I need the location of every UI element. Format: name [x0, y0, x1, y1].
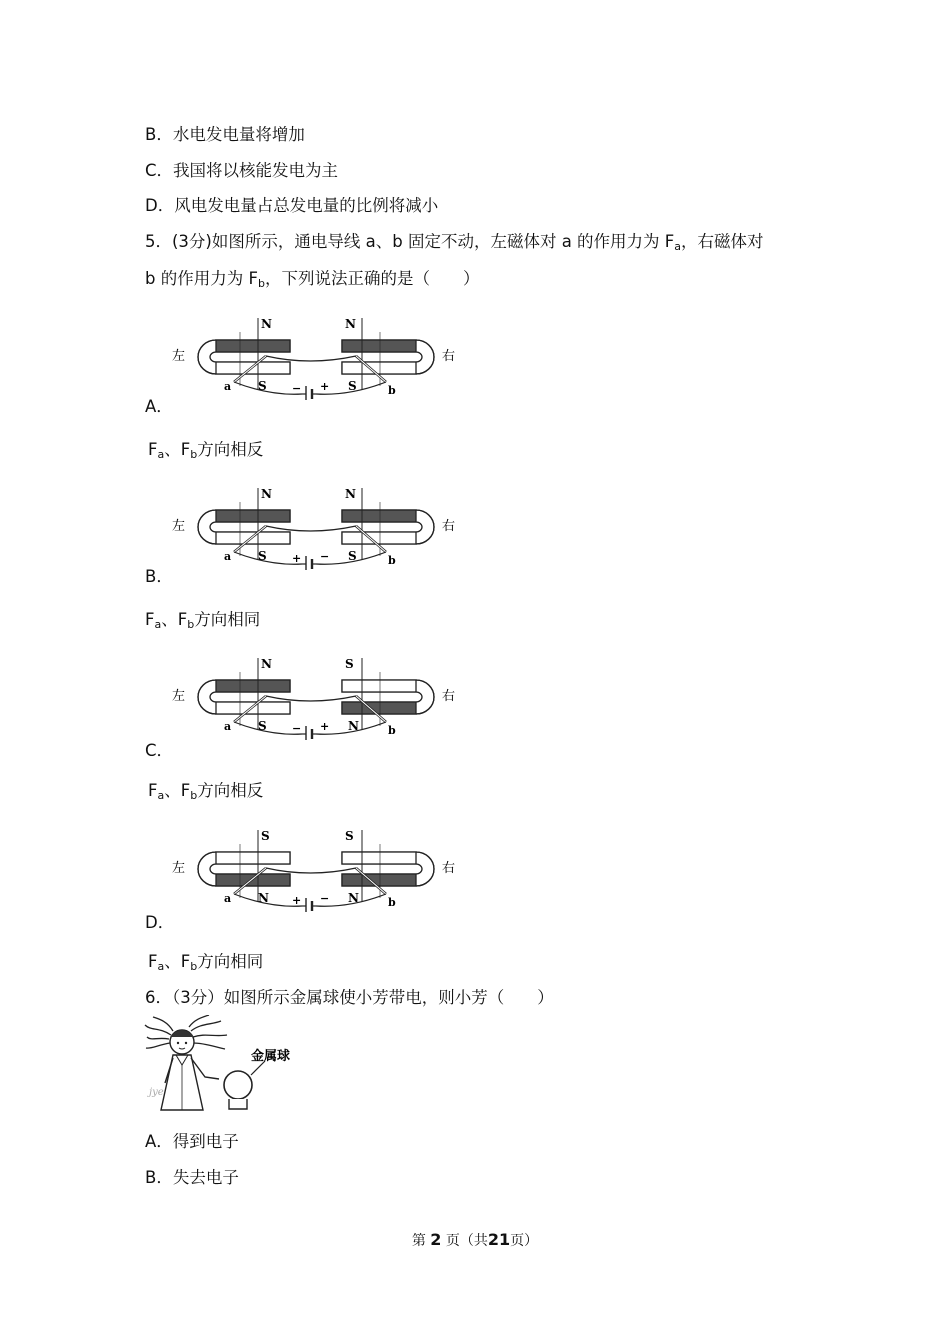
q5-option-letter: B． [145, 567, 173, 586]
wire-b-label: b [388, 384, 396, 397]
wire-b-label: b [388, 554, 396, 567]
left-label: 左 [172, 349, 186, 364]
battery-right-sign: + [320, 720, 330, 733]
q4-option-c: C．我国将以核能发电为主 [145, 161, 339, 180]
page-footer: 第 2 页（共21页） [411, 1230, 539, 1249]
pole-top-left: S [261, 829, 270, 843]
wire-a-label: a [224, 720, 232, 733]
magnet-circuit-diagram [170, 822, 460, 912]
battery-left-sign: + [292, 552, 302, 565]
right-label: 右 [442, 519, 456, 534]
q6-stem: 6．（3分）如图所示金属球使小芳带电，则小芳（ ） [145, 988, 554, 1007]
left-label: 左 [172, 861, 186, 876]
pole-top-right: N [345, 317, 356, 331]
girl-with-metal-ball-diagram [143, 1015, 303, 1115]
magnet-circuit-diagram [170, 480, 460, 570]
option-figure-d [170, 822, 460, 912]
metal-ball-label: 金属球 [251, 1049, 291, 1064]
q5-option-text: $F_a$、$F_b$方向相同 [145, 610, 261, 631]
pole-bottom-right: N [348, 891, 359, 905]
battery-left-sign: − [292, 722, 302, 735]
left-label: 左 [172, 689, 186, 704]
left-label: 左 [172, 519, 186, 534]
wire-a-label: a [224, 380, 232, 393]
q5-stem-line1: 5．(3分)如图所示，通电导线 a、b 固定不动，左磁体对 a 的作用力为 $F_a$，右磁体对 [145, 232, 764, 253]
wire-a-label: a [224, 892, 232, 905]
battery-right-sign: − [320, 550, 330, 563]
q5-option-letter: C． [145, 741, 174, 760]
battery-left-sign: − [292, 382, 302, 395]
total-pages: 21 [487, 1230, 511, 1249]
q4-option-b: B．水电发电量将增加 [145, 125, 305, 144]
magnet-circuit-diagram [170, 310, 460, 400]
right-label: 右 [442, 689, 456, 704]
q5-option-text: $F_a$、$F_b$方向相反 [148, 781, 264, 802]
pole-bottom-right: S [348, 549, 357, 563]
pole-top-right: N [345, 487, 356, 501]
battery-right-sign: + [320, 380, 330, 393]
battery-right-sign: − [320, 892, 330, 905]
pole-bottom-left: S [258, 379, 267, 393]
pole-top-right: S [345, 829, 354, 843]
pole-bottom-left: S [258, 549, 267, 563]
q5-option-letter: D． [145, 913, 175, 932]
q6-figure [143, 1015, 303, 1115]
right-label: 右 [442, 349, 456, 364]
option-figure-a [170, 310, 460, 400]
q5-option-text: $F_a$、$F_b$方向相同 [148, 952, 264, 973]
pole-top-left: N [261, 657, 272, 671]
magnet-circuit-diagram [170, 650, 460, 740]
pole-top-right: S [345, 657, 354, 671]
pole-top-left: N [261, 487, 272, 501]
wire-a-label: a [224, 550, 232, 563]
pole-top-left: N [261, 317, 272, 331]
option-figure-b [170, 480, 460, 570]
q6-option-b: B．失去电子 [145, 1168, 239, 1187]
page-number: 2 [430, 1230, 442, 1249]
q6-option-a: A．得到电子 [145, 1132, 239, 1151]
pole-bottom-right: N [348, 719, 359, 733]
option-figure-c [170, 650, 460, 740]
right-label: 右 [442, 861, 456, 876]
pole-bottom-right: S [348, 379, 357, 393]
pole-bottom-left: S [258, 719, 267, 733]
q5-stem-line2: b 的作用力为 $F_b$，下列说法正确的是（ ） [145, 269, 480, 290]
pole-bottom-left: N [258, 891, 269, 905]
svg-text:jye: jye [149, 1087, 164, 1098]
q5-option-letter: A． [145, 397, 173, 416]
battery-left-sign: + [292, 894, 302, 907]
wire-b-label: b [388, 724, 396, 737]
wire-b-label: b [388, 896, 396, 909]
q4-option-d: D．风电发电量占总发电量的比例将减小 [145, 196, 439, 215]
q5-option-text: $F_a$、$F_b$方向相反 [148, 440, 264, 461]
